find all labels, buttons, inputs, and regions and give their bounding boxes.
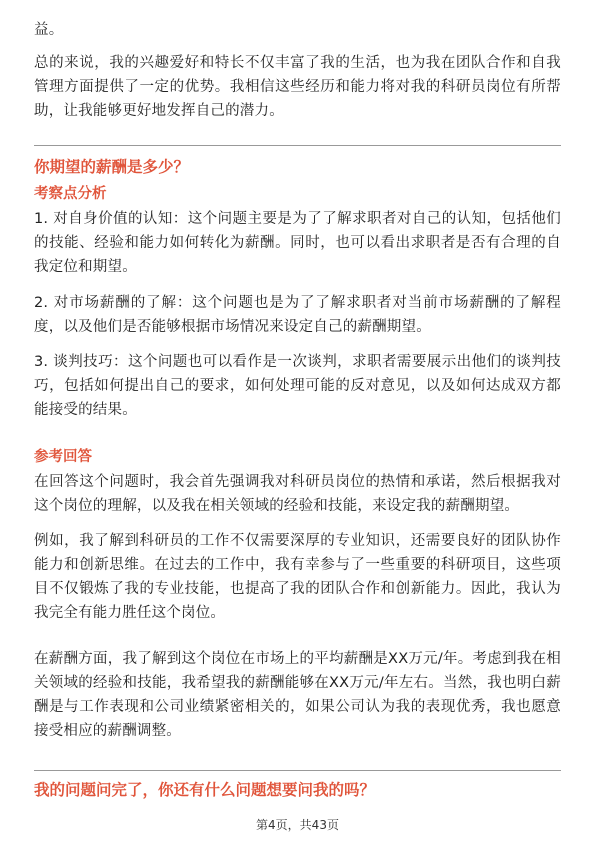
analysis-point-2: 2. 对市场薪酬的了解：这个问题也是为了了解求职者对当前市场薪酬的了解程度，以及他们是否能够根据市场情况来设定自己的薪酬期望。 bbox=[34, 295, 561, 335]
question-title-final: 我的问题问完了，你还有什么问题想要问我的吗？ bbox=[34, 781, 376, 799]
answer-paragraph-2: 例如，我了解到科研员的工作不仅需要深厚的专业知识，还需要良好的团队协作能力和创新思维。在过去的工作中，我有幸参与了一些重要的科研项目，这些项目不仅锻炼了我的专业技能，也提高了我的团队合作和创新能力。因此，我认为我完全有能力胜任这个岗位。 bbox=[34, 533, 561, 621]
answer-paragraph-3: 在薪酬方面，我了解到这个岗位在市场上的平均薪酬是XX万元/年。考虑到我在相关领域的经验和技能，我希望我的薪酬能够在XX万元/年左右。当然，我也明白薪酬是与工作表现和公司业绩紧密相关的，如果公司认为我的表现优秀，我也愿意接受相应的薪酬调整。 bbox=[34, 651, 561, 739]
page-number: 第4页，共43页 bbox=[256, 818, 339, 832]
question-title-salary: 你期望的薪酬是多少？ bbox=[34, 158, 190, 176]
analysis-point-3: 3. 谈判技巧：这个问题也可以看作是一次谈判，求职者需要展示出他们的谈判技巧，包括如何提出自己的要求，如何处理可能的反对意见，以及如何达成双方都能接受的结果。 bbox=[34, 354, 561, 418]
paragraph-intro-end: 益。 bbox=[34, 22, 64, 38]
section-divider bbox=[34, 770, 561, 771]
answer-paragraph-1: 在回答这个问题时，我会首先强调我对科研员岗位的热情和承诺，然后根据我对这个岗位的理解，以及我在相关领域的经验和技能，来设定我的薪酬期望。 bbox=[34, 474, 561, 514]
paragraph-summary: 总的来说，我的兴趣爱好和特长不仅丰富了我的生活，也为我在团队合作和自我管理方面提供了一定的优势。我相信这些经历和能力将对我的科研员岗位有所帮助，让我能够更好地发挥自己的潜力。 bbox=[34, 55, 561, 119]
section-divider bbox=[34, 145, 561, 146]
analysis-point-1: 1. 对自身价值的认知：这个问题主要是为了了解求职者对自己的认知，包括他们的技能、经验和能力如何转化为薪酬。同时，也可以看出求职者是否有合理的自我定位和期望。 bbox=[34, 211, 561, 275]
analysis-heading: 考察点分析 bbox=[34, 186, 107, 202]
reference-answer-heading: 参考回答 bbox=[34, 449, 92, 465]
